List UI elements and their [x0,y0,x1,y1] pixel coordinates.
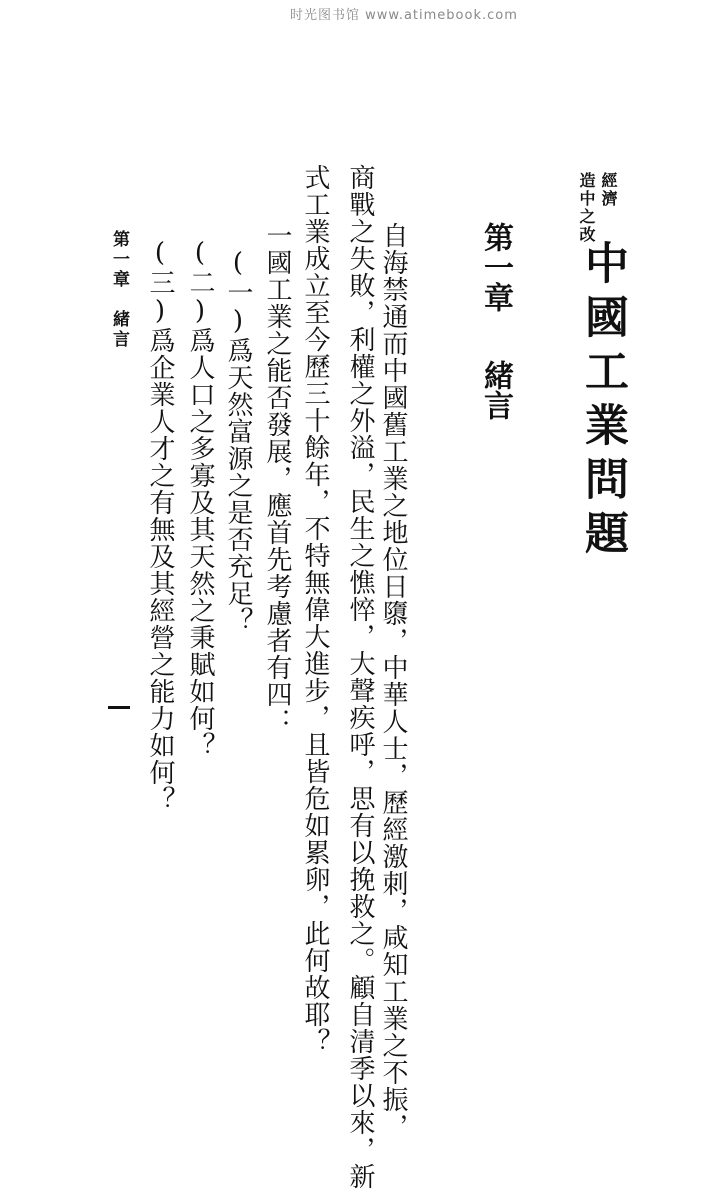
watermark-text: 时光图书馆 www.atimebook.com [290,8,518,23]
chapter-title: 緒言 [478,360,513,420]
book-title: 中國工業問題 [577,240,628,564]
footer-chapter-title: 緒言 [109,310,129,350]
page-number [108,706,130,709]
footer-chapter-label: 第一章 [109,230,129,290]
chapter-number: 第一章 [478,222,513,312]
body-line-4: 一國工業之能否發展，應首先考慮者有四： [262,222,292,735]
list-item-1: (一)爲天然富源之是否充足？ [223,248,253,634]
series-name-line-1: 經濟 [599,172,618,208]
list-item-3: (三)爲企業人才之有無及其經營之能力如何？ [145,238,175,813]
body-line-3: 式工業成立至今歷三十餘年，不特無偉大進步，且皆危如累卵，此何故耶？ [300,164,330,1055]
body-line-1: 自海禁通而中國舊工業之地位日隳，中華人士，歷經激刺，咸知工業之不振， [378,222,408,1140]
running-footer [110,230,127,350]
list-item-2: (二)爲人口之多寡及其天然之秉賦如何？ [185,238,215,759]
series-name-line-2: 造中之改 [577,172,596,244]
body-line-2: 商戰之失敗，利權之外溢，民生之憔悴，大聲疾呼，思有以挽救之。顧自清季以來，新 [345,164,375,1190]
chapter-heading [478,222,513,420]
